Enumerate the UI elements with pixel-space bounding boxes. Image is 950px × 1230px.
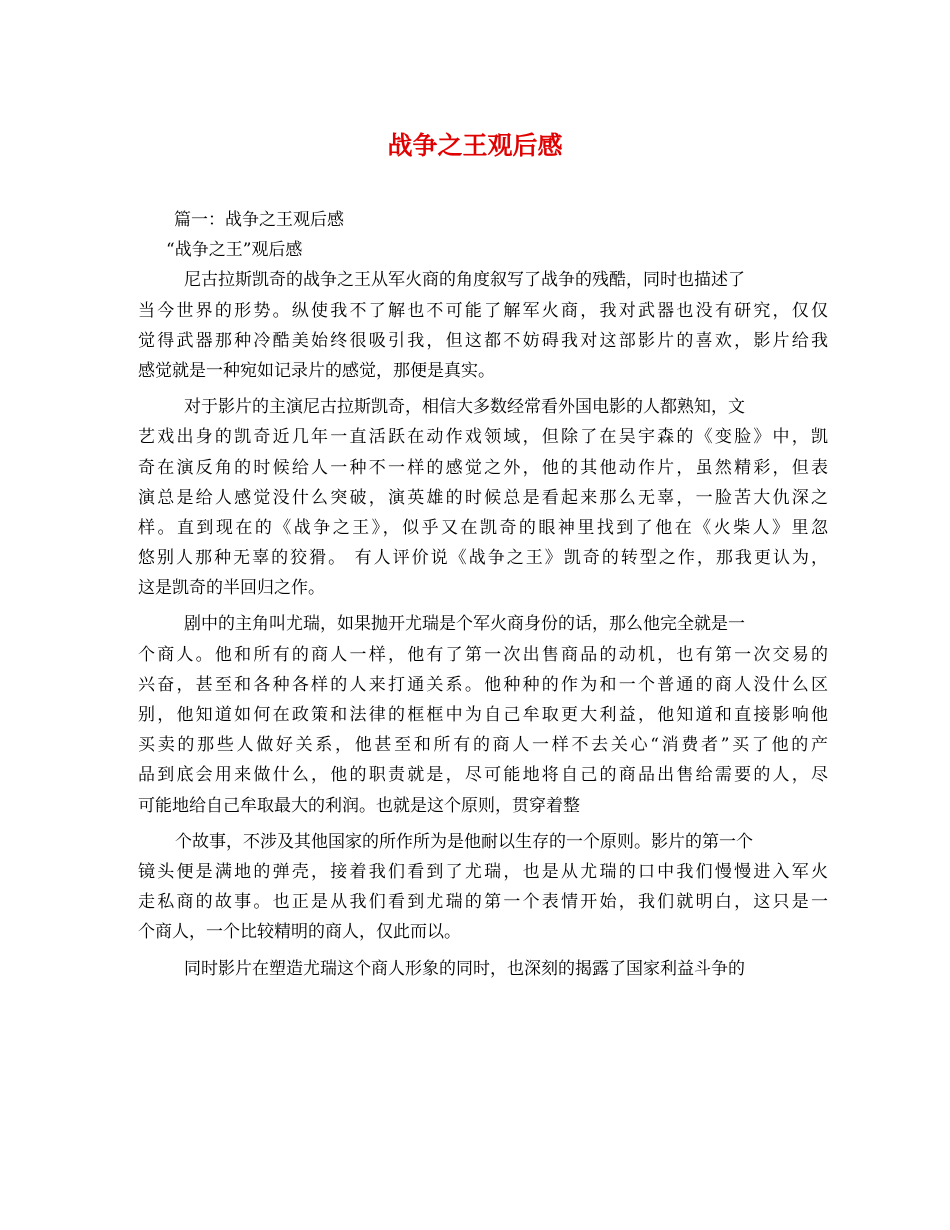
paragraph-line: 悠别人那种无辜的狡猾。 有人评价说《战争之王》凯奇的转型之作，那我更认为， <box>138 548 828 569</box>
paragraph-line: 奇在演反角的时候给人一种不一样的感觉之外，他的其他动作片，虽然精彩，但表 <box>138 457 828 478</box>
paragraph-line: 对于影片的主演尼古拉斯凯奇，相信大多数经常看外国电影的人都熟知，文 <box>184 397 745 418</box>
paragraph-line: 可能地给自己牟取最大的利润。也就是这个原则，贯穿着整 <box>138 795 580 816</box>
document-body <box>138 205 828 984</box>
paragraph-line: 走私商的故事。也正是从我们看到尤瑞的第一个表情开始，我们就明白，这只是一 <box>138 892 828 913</box>
paragraph-line: 演总是给人感觉没什么突破，演英雄的时候总是看起来那么无辜，一脸苦大仇深之 <box>138 487 828 508</box>
section-heading: 篇一：战争之王观后感 <box>174 210 344 230</box>
paragraph-line: 个商人，一个比较精明的商人，仅此而以。 <box>138 922 461 943</box>
paragraph-line: 个商人。他和所有的商人一样，他有了第一次出售商品的动机，也有第一次交易的 <box>138 644 828 665</box>
paragraph-line: 别，他知道如何在政策和法律的框框中为自己牟取更大利益，他知道和直接影响他 <box>138 705 828 725</box>
paragraph-line: 觉得武器那种冷酷美始终很吸引我，但这都不妨碍我对这部影片的喜欢，影片给我 <box>138 330 828 351</box>
paragraph-line: 兴奋，甚至和各种各样的人来打通关系。他种种的作为和一个普通的商人没什么区 <box>138 674 828 695</box>
paragraph-line: 这是凯奇的半回归之作。 <box>138 578 325 599</box>
paragraph-line: 品到底会用来做什么，他的职责就是，尽可能地将自己的商品出售给需要的人，尽 <box>138 765 828 786</box>
paragraph-line: 感觉就是一种宛如记录片的感觉，那便是真实。 <box>138 360 495 381</box>
paragraph-line: 买卖的那些人做好关系，他甚至和所有的商人一样不去关心“消费者”买了他的产 <box>138 735 828 756</box>
paragraph-line: 样。直到现在的《战争之王》，似乎又在凯奇的眼神里找到了他在《火柴人》里忽 <box>138 517 828 538</box>
paragraph-line: 尼古拉斯凯奇的战争之王从军火商的角度叙写了战争的残酷，同时也描述了 <box>184 270 745 291</box>
document-title: 战争之王观后感 <box>387 131 563 160</box>
paragraph-line: 剧中的主角叫尤瑞，如果抛开尤瑞是个军火商身份的话，那么他完全就是一 <box>184 614 745 635</box>
paragraph-line: 当今世界的形势。纵使我不了解也不可能了解军火商，我对武器也没有研究，仅仅 <box>138 300 828 321</box>
paragraph-line: 艺戏出身的凯奇近几年一直活跃在动作戏领域，但除了在吴宇森的《变脸》中，凯 <box>138 427 828 448</box>
subtitle: “战争之王”观后感 <box>166 240 303 261</box>
paragraph-line: 同时影片在塑造尤瑞这个商人形象的同时，也深刻的揭露了国家利益斗争的 <box>184 958 745 979</box>
paragraph-line: 镜头便是满地的弹壳，接着我们看到了尤瑞，也是从尤瑞的口中我们慢慢进入军火 <box>138 861 828 882</box>
paragraph-line: 个故事，不涉及其他国家的所作所为是他耐以生存的一个原则。影片的第一个 <box>175 831 753 852</box>
